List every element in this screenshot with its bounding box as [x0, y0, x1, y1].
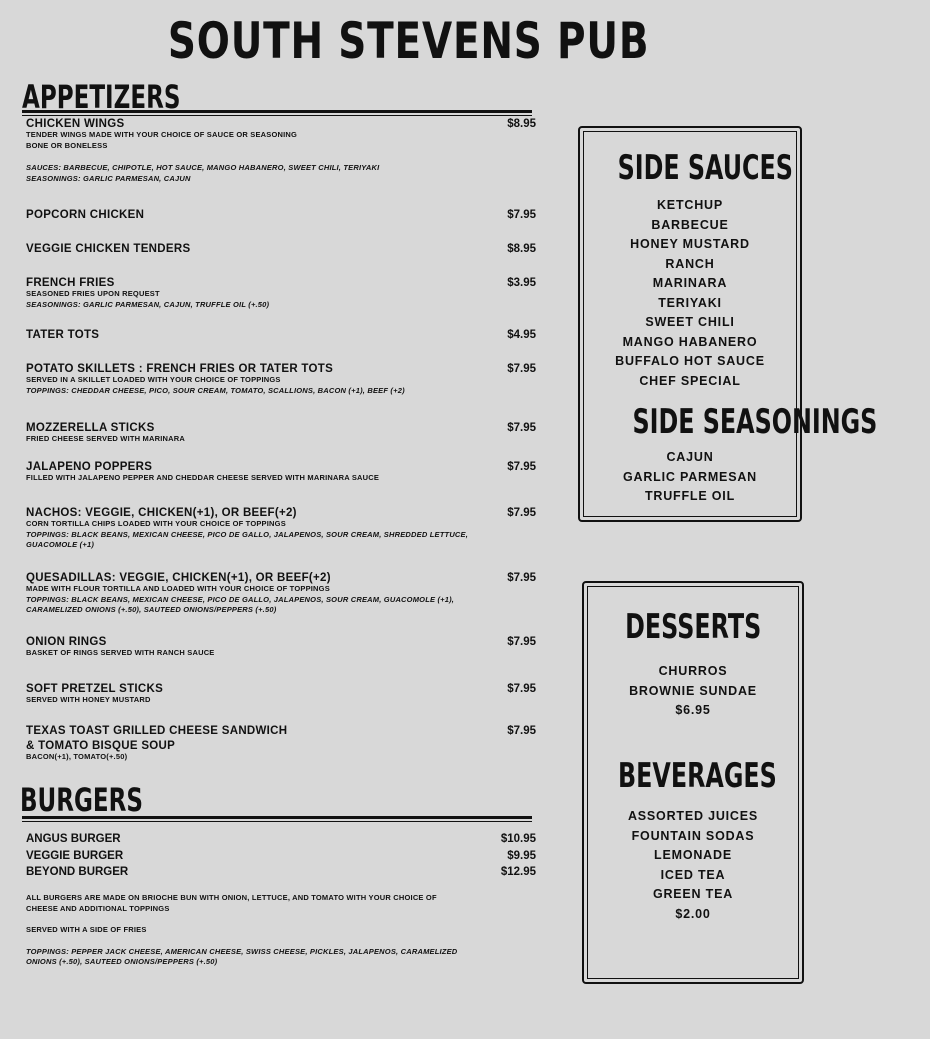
item-name: QUESADILLAS: VEGGIE, CHICKEN(+1), OR BEEF(+2) — [26, 572, 331, 584]
list-item: ICED TEA — [660, 867, 726, 882]
item-name: ONION RINGS — [26, 636, 107, 648]
item-price: $12.95 — [500, 866, 536, 878]
menu-item-tater-tots — [26, 329, 536, 341]
menu-item-french-fries — [26, 277, 536, 310]
burger-item-angus — [26, 833, 536, 845]
beverages-heading — [584, 756, 802, 796]
item-name: TEXAS TOAST GRILLED CHEESE SANDWICH — [26, 725, 288, 737]
item-note: TOPPINGS: BLACK BEANS, MEXICAN CHEESE, PICO DE GALLO, JALAPENOS, SOUR CREAM, GUACOMOLE (+1), — [26, 594, 455, 604]
item-note: CARAMELIZED ONIONS (+.50), SAUTEED ONIONS/PEPPERS (+.50) — [26, 605, 277, 614]
item-description: BASKET OF RINGS SERVED WITH RANCH SAUCE — [26, 648, 215, 657]
side-seasonings-heading-text: SIDE SEASONINGS — [632, 402, 878, 442]
dessert-price: $6.95 — [675, 703, 711, 717]
item-name: JALAPENO POPPERS — [26, 461, 153, 473]
burgers-desc-line: CHEESE AND ADDITIONAL TOPPINGS — [26, 903, 170, 913]
item-price: $7.95 — [507, 572, 536, 584]
item-price: $7.95 — [507, 725, 536, 737]
item-name-line2: & TOMATO BISQUE SOUP — [26, 740, 176, 752]
item-description: SERVED IN A SKILLET LOADED WITH YOUR CHOICE OF TOPPINGS — [26, 375, 281, 384]
item-description: TENDER WINGS MADE WITH YOUR CHOICE OF SAUCE OR SEASONING — [26, 130, 298, 139]
item-price: $7.95 — [507, 209, 536, 221]
list-item: SWEET CHILI — [645, 315, 735, 329]
item-price: $7.95 — [507, 636, 536, 648]
burgers-served-with: SERVED WITH A SIDE OF FRIES — [26, 925, 147, 934]
item-description: FILLED WITH JALAPENO PEPPER AND CHEDDAR CHEESE SERVED WITH MARINARA SAUCE — [26, 473, 380, 482]
side-sauces-list — [580, 196, 800, 391]
item-name: MOZZERELLA STICKS — [26, 422, 155, 434]
list-item: RANCH — [665, 256, 715, 271]
item-name: SOFT PRETZEL STICKS — [26, 683, 164, 695]
menu-item-jalapeno-poppers — [26, 461, 536, 484]
item-name: CHICKEN WINGS — [26, 118, 125, 130]
item-name: VEGGIE BURGER — [26, 850, 124, 862]
beverages-heading-text: BEVERAGES — [618, 756, 777, 796]
item-price: $4.95 — [507, 329, 536, 341]
item-price: $7.95 — [507, 363, 536, 375]
item-name: POPCORN CHICKEN — [26, 209, 145, 221]
item-price: $10.95 — [500, 833, 536, 845]
list-item: BARBECUE — [651, 217, 729, 232]
menu-item-veggie-tenders — [26, 243, 536, 255]
menu-item-texas-toast — [26, 725, 536, 763]
menu-item-popcorn-chicken — [26, 209, 536, 221]
sides-box — [578, 126, 878, 522]
list-item: FOUNTAIN SODAS — [631, 828, 755, 843]
list-item: GARLIC PARMESAN — [623, 469, 757, 484]
item-price: $8.95 — [507, 118, 536, 130]
list-item: TRUFFLE OIL — [644, 489, 736, 503]
desserts-heading-text: DESSERTS — [624, 607, 762, 647]
item-note: TOPPINGS: BLACK BEANS, MEXICAN CHEESE, PICO DE GALLO, JALAPENOS, SOUR CREAM, SHREDDED LETTUCE, — [26, 529, 469, 539]
list-item: BROWNIE SUNDAE — [629, 683, 757, 698]
menu-title-text: SOUTH STEVENS PUB — [168, 12, 650, 70]
menu-item-chicken-wings — [26, 118, 536, 184]
appetizers-heading: APPETIZERS — [22, 78, 181, 116]
item-price: $8.95 — [507, 243, 536, 255]
item-note: GUACOMOLE (+1) — [26, 540, 95, 549]
list-item: KETCHUP — [656, 198, 724, 212]
list-item: MANGO HABANERO — [622, 334, 758, 349]
menu-item-mozzarella-sticks — [26, 422, 536, 445]
burgers-divider — [22, 816, 532, 822]
menu-item-quesadillas — [26, 572, 536, 616]
list-item: CHURROS — [658, 664, 728, 678]
list-item: HONEY MUSTARD — [630, 237, 750, 251]
menu-title — [0, 12, 818, 70]
item-note: SEASONINGS: GARLIC PARMESAN, CAJUN — [26, 173, 191, 183]
beverage-price: $2.00 — [675, 906, 711, 921]
beverages-list — [584, 807, 802, 924]
side-sauces-heading-text: SIDE SAUCES — [617, 148, 793, 188]
burgers-toppings: ONIONS (+.50), SAUTEED ONIONS/PEPPERS (+.50) — [26, 957, 218, 966]
list-item: TERIYAKI — [658, 295, 722, 310]
item-name: BEYOND BURGER — [26, 866, 129, 878]
item-price: $7.95 — [507, 683, 536, 695]
item-description: MADE WITH FLOUR TORTILLA AND LOADED WITH YOUR CHOICE OF TOPPINGS — [26, 584, 330, 593]
item-name: ANGUS BURGER — [26, 833, 121, 845]
menu-item-soft-pretzel-sticks — [26, 683, 536, 706]
side-seasonings-list — [580, 448, 800, 507]
burgers-toppings: TOPPINGS: PEPPER JACK CHEESE, AMERICAN CHEESE, SWISS CHEESE, PICKLES, JALAPENOS, CARAMELIZED — [26, 946, 458, 956]
appetizers-divider — [22, 110, 532, 116]
desserts-list — [584, 662, 802, 721]
item-name: FRENCH FRIES — [26, 277, 115, 289]
item-name: TATER TOTS — [26, 329, 100, 341]
item-price: $3.95 — [507, 277, 536, 289]
list-item: CAJUN — [666, 450, 714, 464]
item-description: BONE OR BONELESS — [26, 140, 108, 150]
burgers-description — [26, 893, 536, 968]
menu-item-nachos — [26, 507, 536, 551]
item-description: FRIED CHEESE SERVED WITH MARINARA — [26, 434, 185, 443]
list-item: CHEF SPECIAL — [639, 373, 741, 388]
item-description: BACON(+1), TOMATO(+.50) — [26, 752, 128, 761]
item-price: $7.95 — [507, 422, 536, 434]
desserts-beverages-box — [582, 581, 804, 984]
burger-item-beyond — [26, 866, 536, 878]
list-item: GREEN TEA — [652, 887, 734, 901]
burger-item-veggie — [26, 850, 536, 862]
list-item: ASSORTED JUICES — [627, 809, 759, 823]
item-price: $9.95 — [507, 850, 536, 862]
item-description: CORN TORTILLA CHIPS LOADED WITH YOUR CHOICE OF TOPPINGS — [26, 519, 286, 528]
item-name: NACHOS: VEGGIE, CHICKEN(+1), OR BEEF(+2) — [26, 507, 297, 519]
item-name: POTATO SKILLETS : FRENCH FRIES OR TATER TOTS — [26, 363, 334, 375]
list-item: BUFFALO HOT SAUCE — [615, 354, 765, 368]
side-seasonings-heading — [580, 402, 878, 442]
item-description: SEASONED FRIES UPON REQUEST — [26, 289, 160, 298]
burgers-heading: BURGERS — [20, 781, 143, 819]
burgers-desc-line: ALL BURGERS ARE MADE ON BRIOCHE BUN WITH ONION, LETTUCE, AND TOMATO WITH YOUR CHOICE OF — [26, 893, 437, 902]
item-name: VEGGIE CHICKEN TENDERS — [26, 243, 191, 255]
desserts-heading — [584, 607, 802, 647]
item-price: $7.95 — [507, 507, 536, 519]
menu-item-potato-skillets — [26, 363, 536, 396]
item-note: TOPPINGS: CHEDDAR CHEESE, PICO, SOUR CREAM, TOMATO, SCALLIONS, BACON (+1), BEEF (+2) — [26, 385, 405, 395]
item-description: SERVED WITH HONEY MUSTARD — [26, 695, 151, 704]
menu-item-onion-rings — [26, 636, 536, 659]
item-note: SAUCES: BARBECUE, CHIPOTLE, HOT SAUCE, MANGO HABANERO, SWEET CHILI, TERIYAKI — [26, 163, 380, 172]
item-price: $7.95 — [507, 461, 536, 473]
side-sauces-heading — [580, 148, 800, 188]
list-item: LEMONADE — [654, 848, 732, 862]
item-note: SEASONINGS: GARLIC PARMESAN, CAJUN, TRUFFLE OIL (+.50) — [26, 299, 270, 309]
list-item: MARINARA — [652, 276, 728, 290]
